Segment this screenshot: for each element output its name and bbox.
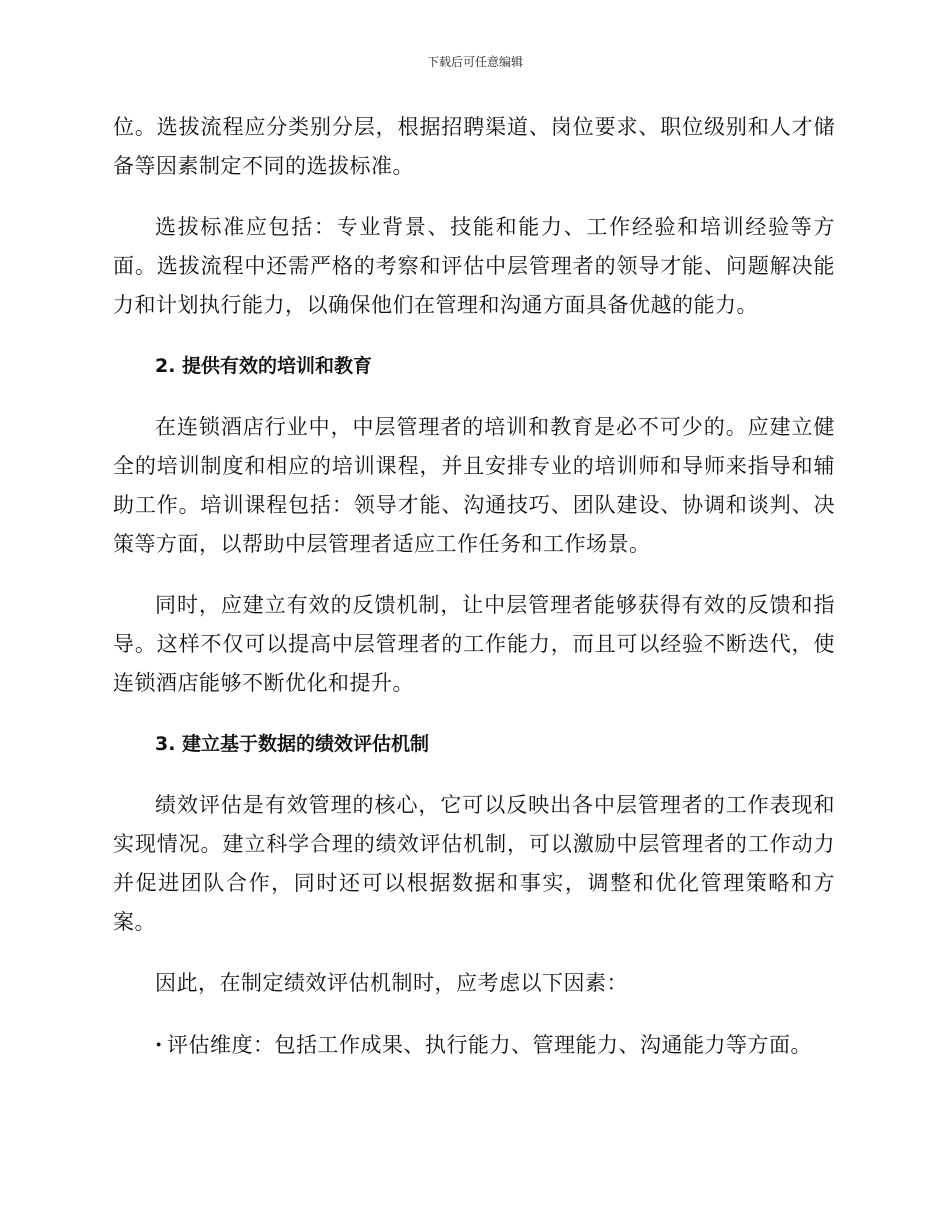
list-item (113, 1025, 835, 1065)
paragraph-performance-evaluation: 绩效评估是有效管理的核心，它可以反映出各中层管理者的工作表现和实现情况。建立科学合理的绩效评估机制，可以激励中层管理者的工作动力并促进团队合作，同时还可以根据数据和事实，调整和优化管理策略和方案。 (113, 793, 835, 934)
section-heading-training: 2. 提供有效的培训和教育 (155, 355, 373, 377)
bullet-icon: · (155, 1032, 163, 1057)
page-header: 下载后可任意编辑 (426, 55, 523, 69)
paragraph-feedback-mechanism: 同时，应建立有效的反馈机制，让中层管理者能够获得有效的反馈和指导。这样不仅可以提高中层管理者的工作能力，而且可以经验不断迭代，使连锁酒店能够不断优化和提升。 (113, 593, 835, 695)
document-body (113, 108, 835, 1065)
paragraph-evaluation-factors: 因此，在制定绩效评估机制时，应考虑以下因素： (155, 971, 628, 995)
list-item-text: 评估维度：包括工作成果、执行能力、管理能力、沟通能力等方面。 (167, 1033, 812, 1057)
paragraph-selection-criteria: 选拔标准应包括：专业背景、技能和能力、工作经验和培训经验等方面。选拔流程中还需严格的考察和评估中层管理者的领导才能、问题解决能力和计划执行能力，以确保他们在管理和沟通方面具备优越的能力。 (113, 215, 835, 317)
paragraph-training-education: 在连锁酒店行业中，中层管理者的培训和教育是必不可少的。应建立健全的培训制度和相应的培训课程，并且安排专业的培训师和导师来指导和辅助工作。培训课程包括：领导才能、沟通技巧、团队建设、协调和谈判、决策等方面，以帮助中层管理者适应工作任务和工作场景。 (113, 415, 835, 556)
section-heading-performance: 3. 建立基于数据的绩效评估机制 (155, 733, 430, 755)
paragraph-selection-process: 位。选拔流程应分类别分层，根据招聘渠道、岗位要求、职位级别和人才储备等因素制定不同的选拔标准。 (113, 115, 835, 178)
